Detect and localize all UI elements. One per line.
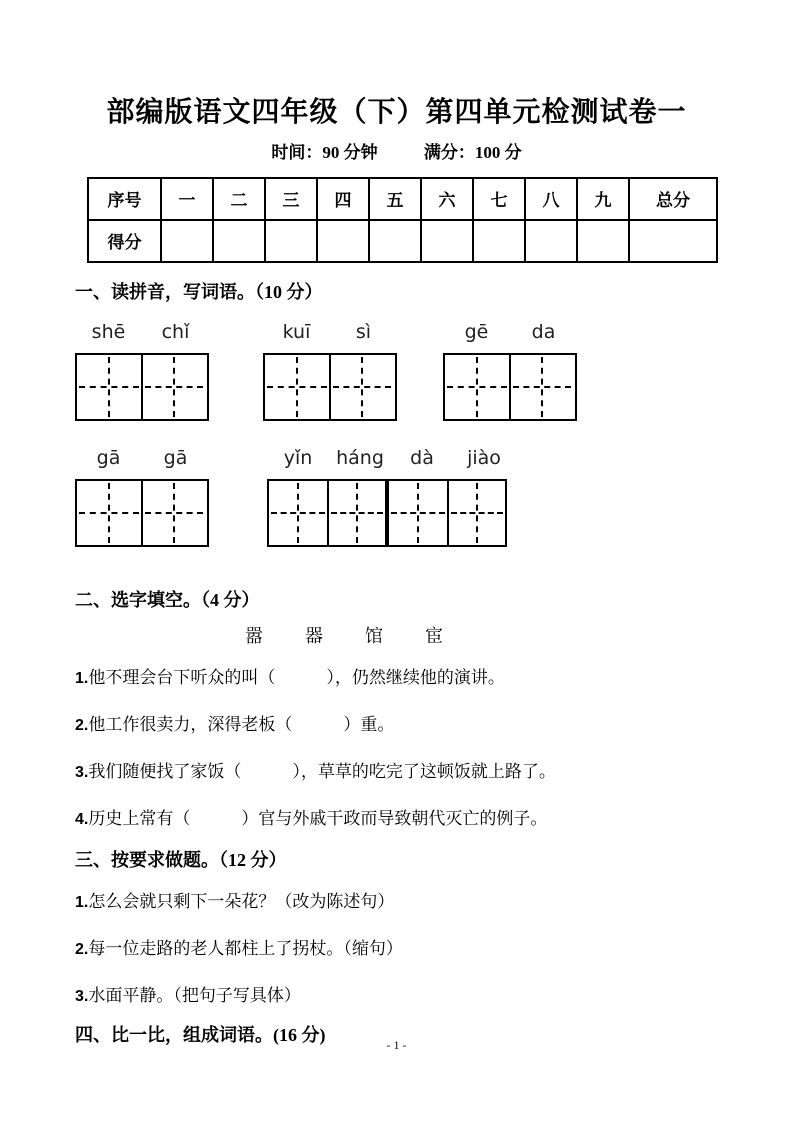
tianzige-cell <box>77 355 141 419</box>
score-empty-cell <box>629 220 717 262</box>
question-number: 2. <box>75 940 89 958</box>
pinyin-syllable: shē <box>91 320 126 343</box>
question-item <box>75 983 773 1010</box>
pinyin-label <box>443 319 577 345</box>
score-empty-cell <box>369 220 421 262</box>
question-number: 3. <box>75 763 89 781</box>
pinyin-syllable: gē <box>464 320 489 343</box>
score-empty-cell <box>577 220 629 262</box>
tianzige-cell <box>141 481 205 545</box>
tianzige-cell <box>447 481 505 545</box>
word-group-she-chi <box>75 319 209 421</box>
question-text: 他不理会台下听众的叫（ ），仍然继续他的演讲。 <box>88 667 505 687</box>
score-table-header-row <box>88 178 717 220</box>
exam-meta <box>0 138 793 163</box>
word-group-kui-si <box>263 319 397 421</box>
section-3-heading: 三、按要求做题。（12 分） <box>75 849 287 870</box>
tianzige-box <box>263 353 397 421</box>
tianzige-cell <box>445 355 509 419</box>
score-table-score-row <box>88 220 717 262</box>
question-item <box>75 759 773 786</box>
section-4-heading: 四、比一比，组成词语。(16 分) <box>75 1024 326 1045</box>
word-group-ga-ga <box>75 445 209 547</box>
pinyin-syllable: gā <box>163 446 188 469</box>
pinyin-syllable: chǐ <box>161 320 190 343</box>
score-label-cell: 得分 <box>88 220 161 262</box>
score-header-xuhao: 序号 <box>88 178 161 220</box>
score-header-6: 六 <box>421 178 473 220</box>
tianzige-cell <box>141 355 205 419</box>
question-item <box>75 806 773 833</box>
pinyin-syllable: jiào <box>467 446 501 469</box>
tianzige-cell <box>327 481 385 545</box>
tianzige-box <box>75 353 209 421</box>
score-header-total: 总分 <box>629 178 717 220</box>
tianzige-box <box>267 479 387 547</box>
score-header-1: 一 <box>161 178 213 220</box>
pinyin-label <box>75 319 209 345</box>
tianzige-cell <box>509 355 573 419</box>
score-header-7: 七 <box>473 178 525 220</box>
score-empty-cell <box>473 220 525 262</box>
question-text: 水面平静。（把句子写具体） <box>88 985 301 1005</box>
pinyin-syllable: yǐn <box>283 446 313 469</box>
question-item <box>75 665 773 692</box>
pinyin-label <box>267 445 515 471</box>
question-item <box>75 712 773 739</box>
question-text: 我们随便找了家饭（ ），草草的吃完了这顿饭就上路了。 <box>88 761 556 781</box>
tianzige-box <box>75 479 209 547</box>
score-header-4: 四 <box>317 178 369 220</box>
question-number: 1. <box>75 669 89 687</box>
score-header-5: 五 <box>369 178 421 220</box>
question-text: 他工作很卖力，深得老板（ ）重。 <box>88 714 395 734</box>
question-number: 3. <box>75 987 89 1005</box>
score-header-8: 八 <box>525 178 577 220</box>
tianzige-cell <box>77 481 141 545</box>
question-item <box>75 936 773 963</box>
pinyin-label <box>75 445 209 471</box>
page-content <box>0 177 793 1048</box>
score-header-2: 二 <box>213 178 265 220</box>
tianzige-cell <box>389 481 447 545</box>
character-choices <box>75 623 773 649</box>
question-number: 1. <box>75 893 89 911</box>
question-item <box>75 889 773 916</box>
score-empty-cell <box>213 220 265 262</box>
score-empty-cell <box>421 220 473 262</box>
pinyin-syllable: sì <box>355 320 372 343</box>
pinyin-syllable: kuī <box>282 320 311 343</box>
pinyin-label <box>263 319 397 345</box>
word-group-yin-hang-da-jiao <box>267 445 515 547</box>
question-text: 怎么会就只剩下一朵花？（改为陈述句） <box>88 891 395 911</box>
tianzige-box <box>387 479 507 547</box>
tianzige-cell <box>269 481 327 545</box>
writing-grid-row-1 <box>75 319 773 421</box>
pinyin-syllable: háng <box>336 446 384 469</box>
score-empty-cell <box>317 220 369 262</box>
section-1-heading: 一、读拼音，写词语。（10 分） <box>75 281 323 302</box>
choice-char: 宦 <box>425 625 443 646</box>
score-empty-cell <box>161 220 213 262</box>
writing-grid-row-2 <box>75 445 773 547</box>
question-text: 历史上常有（ ）官与外戚干政而导致朝代灭亡的例子。 <box>88 808 548 828</box>
question-number: 2. <box>75 716 89 734</box>
tianzige-box <box>443 353 577 421</box>
section-2-heading: 二、选字填空。（4 分） <box>75 589 260 610</box>
word-group-ge-da <box>443 319 577 421</box>
question-number: 4. <box>75 810 89 828</box>
pinyin-syllable: gā <box>96 446 121 469</box>
score-table <box>87 177 718 263</box>
score-header-9: 九 <box>577 178 629 220</box>
choice-char: 嚣 <box>245 625 263 646</box>
tianzige-cell <box>329 355 393 419</box>
score-header-3: 三 <box>265 178 317 220</box>
choice-char: 器 <box>305 625 323 646</box>
score-empty-cell <box>525 220 577 262</box>
tianzige-cell <box>265 355 329 419</box>
score-empty-cell <box>265 220 317 262</box>
pinyin-syllable: dà <box>410 446 434 469</box>
question-text: 每一位走路的老人都柱上了拐杖。（缩句） <box>88 938 403 958</box>
pinyin-syllable: da <box>531 320 556 343</box>
page-title: 部编版语文四年级（下）第四单元检测试卷一 <box>106 97 687 128</box>
exam-full-score: 满分：100 分 <box>423 142 522 162</box>
page-number: - 1 - <box>386 1038 407 1052</box>
tianzige-pair <box>267 479 515 547</box>
exam-time: 时间：90 分钟 <box>271 142 378 162</box>
choice-char: 馆 <box>365 625 383 646</box>
